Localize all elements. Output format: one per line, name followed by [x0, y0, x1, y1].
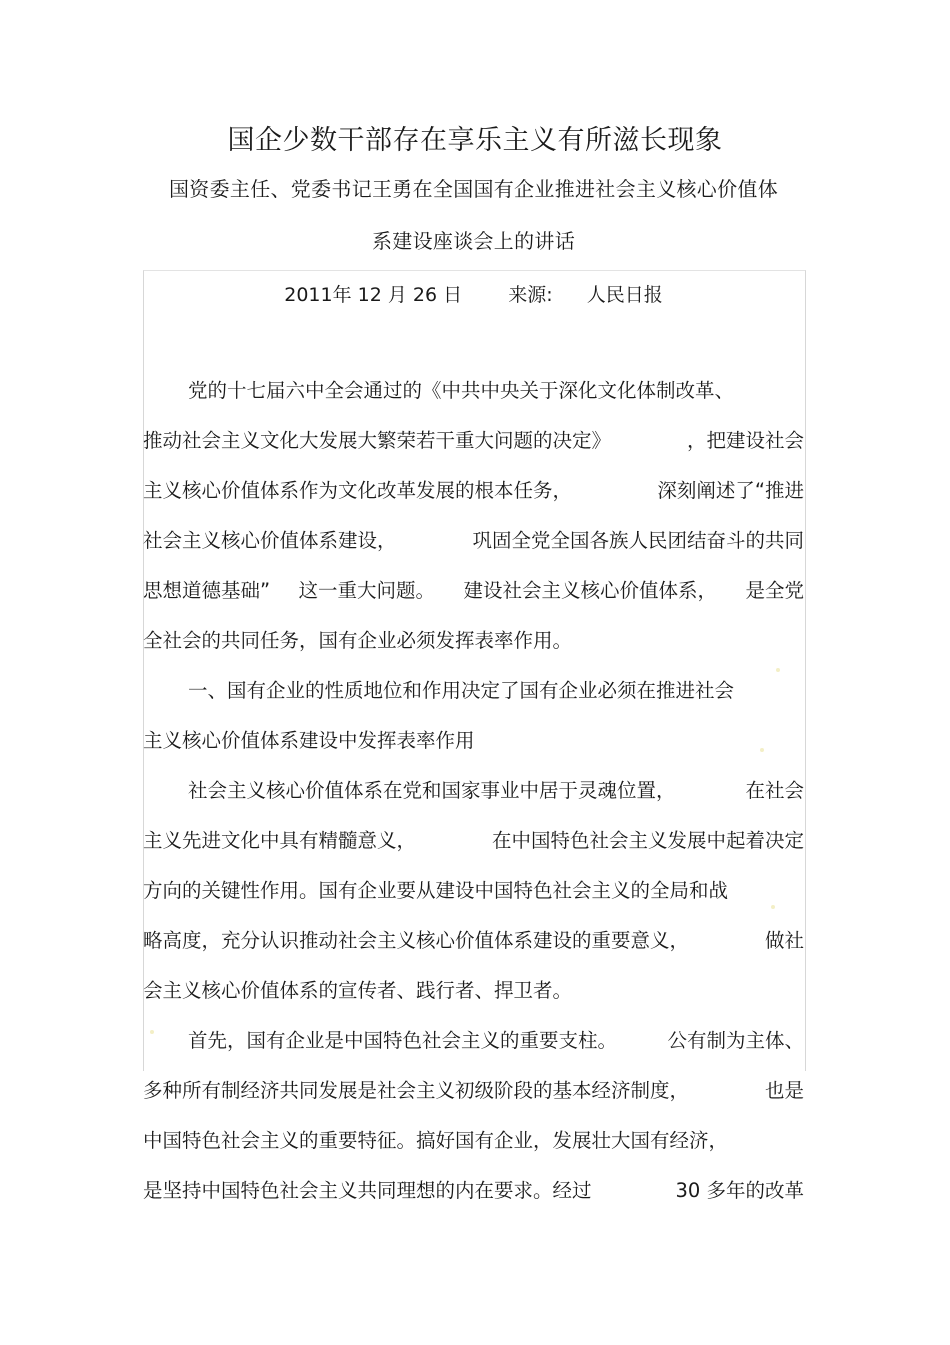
body-text-segment: 多种所有制经济共同发展是社会主义初级阶段的基本经济制度， — [143, 1079, 690, 1102]
body-line — [143, 573, 804, 609]
body-line — [143, 623, 804, 659]
body-line — [143, 523, 804, 559]
body-line — [143, 1073, 804, 1109]
document-title: 国企少数干部存在享乐主义有所滋长现象 — [227, 125, 723, 156]
body-text-segment: 深刻阐述了“推进 — [657, 479, 804, 502]
paper-speck — [760, 748, 764, 752]
body-line — [143, 823, 804, 859]
body-text-segment: 主义核心价值体系作为文化改革发展的根本任务， — [143, 479, 573, 502]
body-line — [143, 723, 804, 759]
body-text-segment: 会主义核心价值体系的宣传者、践行者、捍卫者。 — [143, 979, 573, 1002]
body-text-segment: 也是 — [764, 1079, 804, 1102]
body-line — [143, 923, 804, 959]
body-text-segment: ，把建设社会 — [686, 429, 804, 452]
publication-date: 2011年 12 月 26 日 — [284, 284, 463, 306]
body-text-segment: 建设社会主义核心价值体系， — [463, 579, 718, 602]
document-subtitle-line-1: 国资委主任、党委书记王勇在全国国有企业推进社会主义核心价值体 — [169, 177, 778, 201]
body-text-segment: 这一重大问题。 — [298, 579, 436, 602]
body-text-segment: 略高度，充分认识推动社会主义核心价值体系建设的重要意义， — [143, 929, 690, 952]
paper-speck — [150, 1030, 154, 1034]
body-text-segment: 社会主义核心价值体系在党和国家事业中居于灵魂位置， — [188, 779, 676, 802]
body-text-segment: 30 多年的改革 — [675, 1179, 804, 1202]
body-text-segment: 中国特色社会主义的重要特征。搞好国有企业，发展壮大国有经济， — [143, 1129, 729, 1152]
body-text-segment: 党的十七届六中全会通过的《中共中央关于深化文化体制改革、 — [188, 379, 735, 402]
publication-meta — [143, 280, 804, 310]
body-text-segment: 做社 — [764, 929, 804, 952]
body-line — [143, 1023, 804, 1059]
body-text-segment: 公有制为主体、 — [667, 1029, 804, 1052]
body-text-segment: 是全党 — [745, 579, 804, 602]
body-text-segment: 是坚持中国特色社会主义共同理想的内在要求。经过 — [143, 1179, 592, 1202]
body-text-segment: 在社会 — [745, 779, 804, 802]
body-line — [143, 423, 804, 459]
body-text-segment: 首先，国有企业是中国特色社会主义的重要支柱。 — [188, 1029, 618, 1052]
body-text-segment: 社会主义核心价值体系建设， — [143, 529, 397, 552]
body-text-segment: 在中国特色社会主义发展中起着决定 — [491, 829, 804, 852]
body-line — [143, 1123, 804, 1159]
body-line — [143, 373, 804, 409]
body-line — [143, 973, 804, 1009]
body-line — [143, 1173, 804, 1209]
body-text-segment: 全社会的共同任务，国有企业必须发挥表率作用。 — [143, 629, 573, 652]
document-subtitle-line-2: 系建设座谈会上的讲话 — [372, 229, 575, 253]
body-text-segment: 推动社会主义文化大发展大繁荣若干重大问题的决定》 — [143, 429, 612, 452]
paper-speck — [776, 668, 780, 672]
source-name: 人民日报 — [586, 284, 663, 306]
body-line — [143, 473, 804, 509]
body-text-segment: 主义先进文化中具有精髓意义， — [143, 829, 417, 852]
body-text-segment: 思想道德基础” — [143, 579, 271, 602]
body-line — [143, 873, 804, 909]
body-text-segment: 巩固全党全国各族人民团结奋斗的共同 — [472, 529, 804, 552]
body-line — [143, 673, 804, 709]
body-text-segment: 一、国有企业的性质地位和作用决定了国有企业必须在推进社会 — [188, 679, 735, 702]
body-text-segment: 主义核心价值体系建设中发挥表率作用 — [143, 729, 475, 752]
body-text-segment: 方向的关键性作用。国有企业要从建设中国特色社会主义的全局和战 — [143, 879, 729, 902]
body-line — [143, 773, 804, 809]
source-label: 来源: — [508, 284, 553, 306]
paper-speck — [771, 905, 775, 909]
